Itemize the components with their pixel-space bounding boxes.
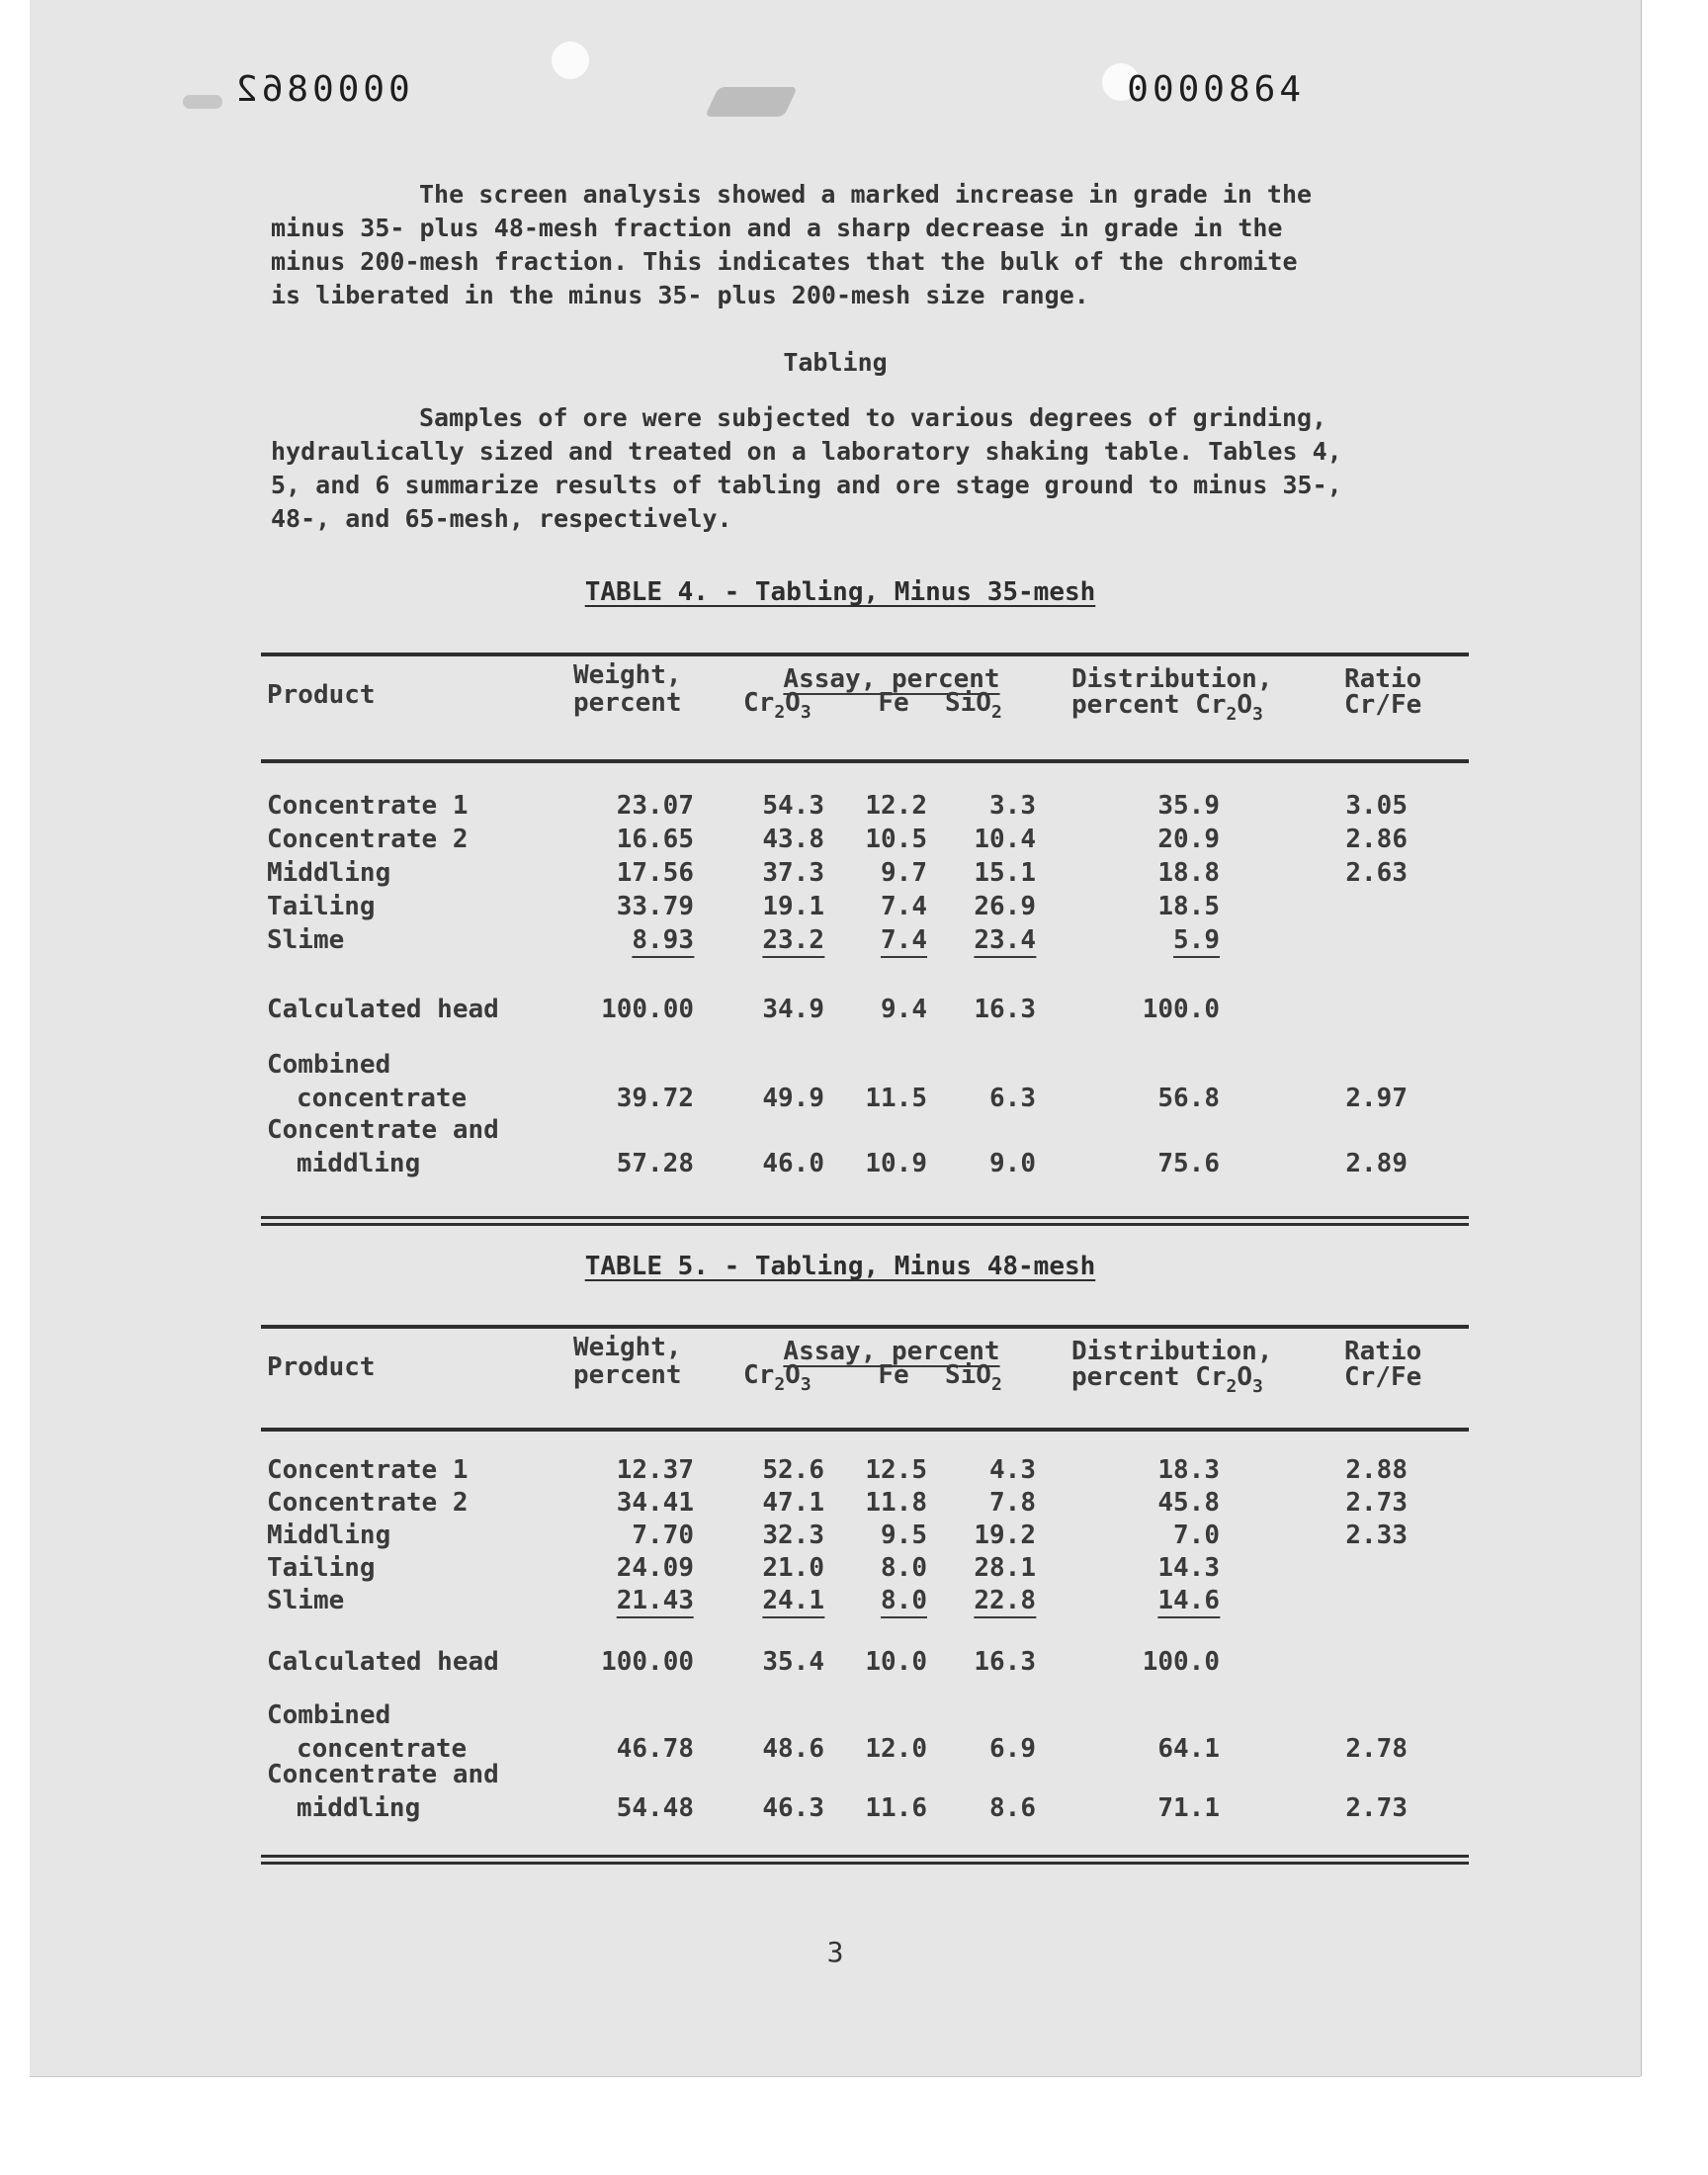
table-cell-dist: 71.1 (1157, 1793, 1220, 1823)
section-title: Tabling (783, 348, 888, 377)
table-cell-cr2o3: 47.1 (762, 1488, 824, 1518)
table-cell-dist: 14.6 (1157, 1586, 1220, 1618)
table-cell-product: Middling (267, 1521, 391, 1550)
table-rule (261, 1428, 1469, 1432)
table-cell-sio2: 16.3 (974, 1647, 1036, 1677)
table-cell-product: Combined (267, 1050, 391, 1080)
table-cell-ratio: 2.89 (1345, 1149, 1408, 1178)
table-rule (261, 1216, 1469, 1219)
table-cell-ratio: 2.73 (1345, 1793, 1408, 1823)
table-cell-cr2o3: 54.3 (762, 791, 824, 821)
table-cell-cr2o3: 43.8 (762, 825, 824, 854)
col-header-cr2o3: $Cr_2O_3$ (743, 688, 811, 723)
table-cell-fe: 11.5 (865, 1084, 927, 1113)
table-cell-sio2: 15.1 (974, 858, 1036, 888)
table-cell-fe: 7.4 (881, 892, 927, 921)
punch-hole (552, 42, 589, 79)
table-cell-cr2o3: 21.0 (762, 1553, 824, 1583)
table-cell-product: Concentrate 1 (267, 1455, 469, 1485)
table-cell-weight: 34.41 (616, 1488, 694, 1518)
table-cell-dist: 64.1 (1157, 1734, 1220, 1764)
table-cell-ratio: 2.97 (1345, 1084, 1408, 1113)
table-cell-sio2: 28.1 (974, 1553, 1036, 1583)
table-caption: TABLE 5. - Tabling, Minus 48-mesh (584, 1252, 1096, 1281)
table-cell-ratio: 2.73 (1345, 1488, 1408, 1518)
table-cell-ratio: 2.63 (1345, 858, 1408, 888)
table-rule (261, 1223, 1469, 1226)
table-cell-fe: 12.0 (865, 1734, 927, 1764)
table-cell-ratio: 2.78 (1345, 1734, 1408, 1764)
table-cell-cr2o3: 37.3 (762, 858, 824, 888)
data-table (261, 1325, 1469, 1865)
smudge-mark (705, 87, 798, 117)
table-cell-product: Tailing (267, 892, 376, 921)
table-cell-weight: 33.79 (616, 892, 694, 921)
table-cell-ratio: 2.86 (1345, 825, 1408, 854)
table-cell-weight: 23.07 (616, 791, 694, 821)
table-cell-sio2: 9.0 (989, 1149, 1036, 1178)
table-cell-sio2: 10.4 (974, 825, 1036, 854)
table-cell-fe: 10.5 (865, 825, 927, 854)
paragraph-line: 48-, and 65-mesh, respectively. (271, 504, 732, 533)
tabling-paragraph (271, 401, 1457, 536)
col-header-ratio: Ratio (1344, 1337, 1422, 1366)
smudge-mark (183, 95, 222, 109)
table-cell-sio2: 8.6 (989, 1793, 1036, 1823)
col-header-ratio: Cr/Fe (1344, 1362, 1422, 1392)
table-cell-dist: 45.8 (1157, 1488, 1220, 1518)
table-cell-cr2o3: 19.1 (762, 892, 824, 921)
col-header-fe: Fe (878, 688, 909, 718)
table-cell-cr2o3: 24.1 (762, 1586, 824, 1618)
table-cell-ratio: 2.88 (1345, 1455, 1408, 1485)
table-rule (261, 759, 1469, 763)
table-cell-weight: 7.70 (632, 1521, 694, 1550)
table-cell-weight: 39.72 (616, 1084, 694, 1113)
table-cell-dist: 5.9 (1173, 925, 1220, 958)
table-cell-dist: 100.0 (1142, 995, 1220, 1024)
table-cell-sio2: 16.3 (974, 995, 1036, 1024)
table-rule (261, 1325, 1469, 1329)
table-cell-fe: 9.4 (881, 995, 927, 1024)
table-cell-weight: 12.37 (616, 1455, 694, 1485)
table-cell-product: Combined (267, 1700, 391, 1730)
document-page (30, 0, 1641, 2076)
col-header-distribution: percent $Cr_2O_3$ (1071, 1362, 1263, 1397)
paragraph-line: is liberated in the minus 35- plus 200-mesh size range. (271, 281, 1089, 309)
table-cell-sio2: 6.9 (989, 1734, 1036, 1764)
table-cell-sio2: 19.2 (974, 1521, 1036, 1550)
table-cell-weight: 57.28 (616, 1149, 694, 1178)
table-cell-weight: 100.00 (601, 1647, 694, 1677)
table-cell-product: Calculated head (267, 1647, 499, 1677)
table-cell-dist: 56.8 (1157, 1084, 1220, 1113)
table-cell-cr2o3: 52.6 (762, 1455, 824, 1485)
col-header-product: Product (267, 1352, 376, 1382)
table-cell-sio2: 22.8 (974, 1586, 1036, 1618)
table-cell-sio2: 3.3 (989, 791, 1036, 821)
table-cell-dist: 7.0 (1173, 1521, 1220, 1550)
col-header-sio2: SiO$_2$ (945, 688, 1002, 723)
col-header-weight: percent (573, 1360, 682, 1390)
table-cell-cr2o3: 23.2 (762, 925, 824, 958)
table-cell-sio2: 6.3 (989, 1084, 1036, 1113)
table-cell-product: middling (297, 1793, 421, 1823)
table-cell-cr2o3: 34.9 (762, 995, 824, 1024)
table-cell-fe: 12.5 (865, 1455, 927, 1485)
table-rule (261, 1855, 1469, 1858)
table-cell-fe: 10.0 (865, 1647, 927, 1677)
table-cell-product: Concentrate 2 (267, 825, 469, 854)
table-cell-product: concentrate (297, 1734, 468, 1764)
paragraph-line: Samples of ore were subjected to various degrees of grinding, (419, 403, 1327, 432)
col-header-assay: Assay, percent (783, 1337, 1000, 1366)
col-header-product: Product (267, 680, 376, 710)
col-header-sio2: SiO$_2$ (945, 1360, 1002, 1395)
table-cell-weight: 16.65 (616, 825, 694, 854)
table-cell-sio2: 4.3 (989, 1455, 1036, 1485)
col-header-weight: percent (573, 688, 682, 718)
paragraph-line: minus 35- plus 48-mesh fraction and a sharp decrease in grade in the (271, 214, 1283, 242)
table-cell-weight: 100.00 (601, 995, 694, 1024)
table-cell-dist: 18.5 (1157, 892, 1220, 921)
paragraph-line: 5, and 6 summarize results of tabling and ore stage ground to minus 35-, (271, 471, 1342, 499)
table-cell-cr2o3: 32.3 (762, 1521, 824, 1550)
page-number: 3 (826, 1936, 844, 1968)
table-cell-ratio: 2.33 (1345, 1521, 1408, 1550)
col-header-ratio: Cr/Fe (1344, 690, 1422, 720)
table-cell-product: middling (297, 1149, 421, 1178)
table-cell-product: Tailing (267, 1553, 376, 1583)
table-cell-cr2o3: 49.9 (762, 1084, 824, 1113)
table-cell-fe: 9.7 (881, 858, 927, 888)
col-header-distribution: Distribution, (1071, 664, 1273, 694)
table-cell-dist: 20.9 (1157, 825, 1220, 854)
table-cell-dist: 100.0 (1142, 1647, 1220, 1677)
table-cell-weight: 54.48 (616, 1793, 694, 1823)
col-header-distribution: Distribution, (1071, 1337, 1273, 1366)
table-cell-product: Concentrate and (267, 1760, 499, 1789)
table-cell-dist: 75.6 (1157, 1149, 1220, 1178)
table-cell-weight: 46.78 (616, 1734, 694, 1764)
table-cell-dist: 35.9 (1157, 791, 1220, 821)
table-cell-sio2: 7.8 (989, 1488, 1036, 1518)
col-header-fe: Fe (878, 1360, 909, 1390)
table-cell-sio2: 26.9 (974, 892, 1036, 921)
table-cell-dist: 18.3 (1157, 1455, 1220, 1485)
table-cell-cr2o3: 35.4 (762, 1647, 824, 1677)
table-cell-cr2o3: 46.3 (762, 1793, 824, 1823)
paragraph-line: minus 200-mesh fraction. This indicates that the bulk of the chromite (271, 247, 1298, 276)
col-header-distribution: percent $Cr_2O_3$ (1071, 690, 1263, 725)
paragraph-line: The screen analysis showed a marked increase in grade in the (419, 180, 1313, 209)
table-cell-cr2o3: 46.0 (762, 1149, 824, 1178)
table-cell-fe: 12.2 (865, 791, 927, 821)
table-cell-fe: 9.5 (881, 1521, 927, 1550)
table-cell-product: concentrate (297, 1084, 468, 1113)
col-header-ratio: Ratio (1344, 664, 1422, 694)
table-cell-weight: 24.09 (616, 1553, 694, 1583)
table-cell-product: Concentrate and (267, 1115, 499, 1145)
table-rule (261, 1862, 1469, 1865)
table-cell-fe: 10.9 (865, 1149, 927, 1178)
table-caption: TABLE 4. - Tabling, Minus 35-mesh (584, 577, 1096, 607)
table-cell-product: Slime (267, 925, 345, 955)
col-header-assay: Assay, percent (783, 664, 1000, 694)
table-rule (261, 652, 1469, 656)
header-left-code: 0000862 (232, 69, 410, 110)
table-cell-product: Calculated head (267, 995, 499, 1024)
table-cell-weight: 8.93 (632, 925, 694, 958)
table-cell-fe: 11.6 (865, 1793, 927, 1823)
table-cell-sio2: 23.4 (974, 925, 1036, 958)
data-table (261, 652, 1469, 1226)
paragraph-line: hydraulically sized and treated on a laboratory shaking table. Tables 4, (271, 437, 1342, 466)
header-right-code: 0000864 (1127, 69, 1305, 110)
col-header-cr2o3: $Cr_2O_3$ (743, 1360, 811, 1395)
table-cell-weight: 21.43 (617, 1586, 694, 1618)
table-cell-product: Concentrate 1 (267, 791, 469, 821)
table-cell-dist: 14.3 (1157, 1553, 1220, 1583)
table-cell-fe: 8.0 (881, 1586, 927, 1618)
table-cell-product: Concentrate 2 (267, 1488, 469, 1518)
table-cell-fe: 7.4 (881, 925, 927, 958)
intro-paragraph (271, 178, 1457, 312)
table-cell-cr2o3: 48.6 (762, 1734, 824, 1764)
table-cell-product: Middling (267, 858, 391, 888)
table-cell-weight: 17.56 (616, 858, 694, 888)
table-cell-fe: 8.0 (881, 1553, 927, 1583)
table-cell-ratio: 3.05 (1345, 791, 1408, 821)
table-cell-fe: 11.8 (865, 1488, 927, 1518)
col-header-weight: Weight, (573, 1333, 682, 1362)
table-cell-dist: 18.8 (1157, 858, 1220, 888)
col-header-weight: Weight, (573, 660, 682, 690)
table-cell-product: Slime (267, 1586, 345, 1615)
